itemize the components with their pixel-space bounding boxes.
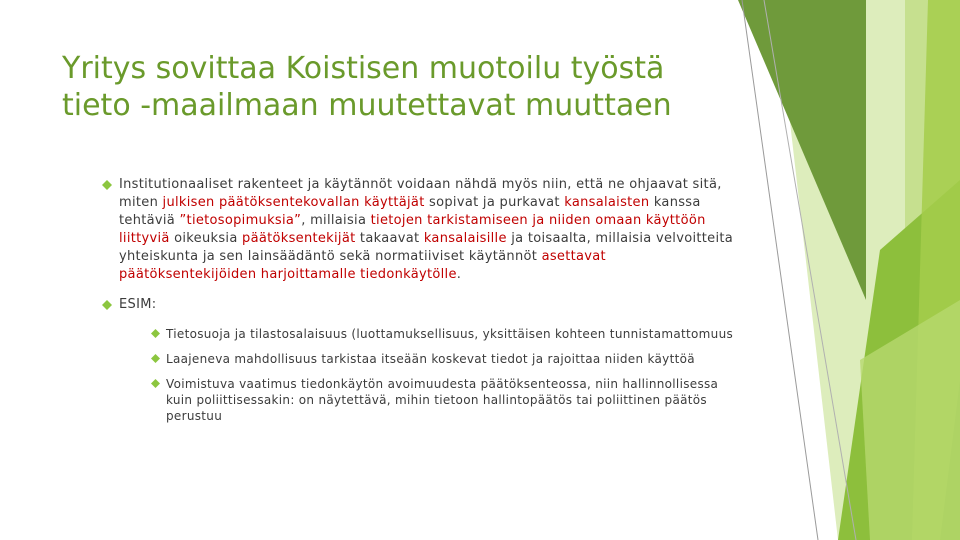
bullet-esim-label: ESIM: bbox=[119, 297, 157, 312]
sub-bullet-item bbox=[151, 376, 742, 424]
diamond-bullet-icon bbox=[102, 180, 112, 190]
sub-bullet-text: Voimistuva vaatimus tiedonkäytön avoimuudesta päätöksenteossa, niin hallinnollisessa kuin poliittisessakin: on näytettävä, mihin tietoon hallintopäätös tai poliittinen päätös perustuu bbox=[166, 377, 719, 423]
highlighted-phrase: ”tietosopimuksia” bbox=[179, 213, 302, 228]
text-segment: . bbox=[456, 267, 462, 282]
diamond-bullet-icon bbox=[151, 329, 160, 338]
bullet-list bbox=[102, 176, 742, 424]
highlighted-phrase: kansalaisille bbox=[423, 231, 507, 246]
text-segment: ja toisaalta, millaisia velvoitteita yhteiskunta ja sen lainsäädäntö sekä normatiiviset käytännöt bbox=[119, 231, 734, 264]
title-line-2: tieto -maailmaan muutettavat muuttaen bbox=[62, 88, 672, 123]
text-segment: kanssa tehtäviä bbox=[119, 195, 701, 228]
bullet-esim bbox=[102, 296, 742, 424]
text-segment: takaavat bbox=[355, 231, 424, 246]
text-segment: , millaisia bbox=[301, 213, 371, 228]
title-line-1: Yritys sovittaa Koistisen muotoilu työstä bbox=[62, 51, 665, 86]
bullet-institutions bbox=[102, 176, 742, 284]
text-segment: sopivat ja purkavat bbox=[424, 195, 565, 210]
sub-bullet-item bbox=[151, 326, 742, 342]
highlighted-phrase: tietojen tarkistamiseen ja niiden omaan käyttöön liittyviä bbox=[119, 213, 706, 246]
page-title bbox=[62, 50, 742, 124]
diamond-bullet-icon bbox=[151, 379, 160, 388]
sub-bullet-list bbox=[151, 326, 742, 424]
sub-bullet-text: Laajeneva mahdollisuus tarkistaa itseään koskevat tiedot ja rajoittaa niiden käyttöä bbox=[166, 352, 695, 366]
highlighted-phrase: kansalaisten bbox=[564, 195, 650, 210]
text-segment: Institutionaaliset rakenteet ja käytännöt voidaan nähdä myös niin, että ne ohjaavat sitä, miten bbox=[119, 177, 722, 210]
highlighted-phrase: julkisen päätöksentekovallan käyttäjät bbox=[162, 195, 425, 210]
text-segment: oikeuksia bbox=[169, 231, 243, 246]
bullet-institutions-text bbox=[119, 177, 733, 282]
diamond-bullet-icon bbox=[102, 300, 112, 310]
sub-bullet-item bbox=[151, 351, 742, 367]
diamond-bullet-icon bbox=[151, 354, 160, 363]
sub-bullet-text: Tietosuoja ja tilastosalaisuus (luottamuksellisuus, yksittäisen kohteen tunnistamattomuus bbox=[166, 327, 734, 341]
highlighted-phrase: asettavat päätöksentekijöiden harjoittamalle tiedonkäytölle bbox=[119, 249, 606, 282]
highlighted-phrase: päätöksentekijät bbox=[242, 231, 356, 246]
